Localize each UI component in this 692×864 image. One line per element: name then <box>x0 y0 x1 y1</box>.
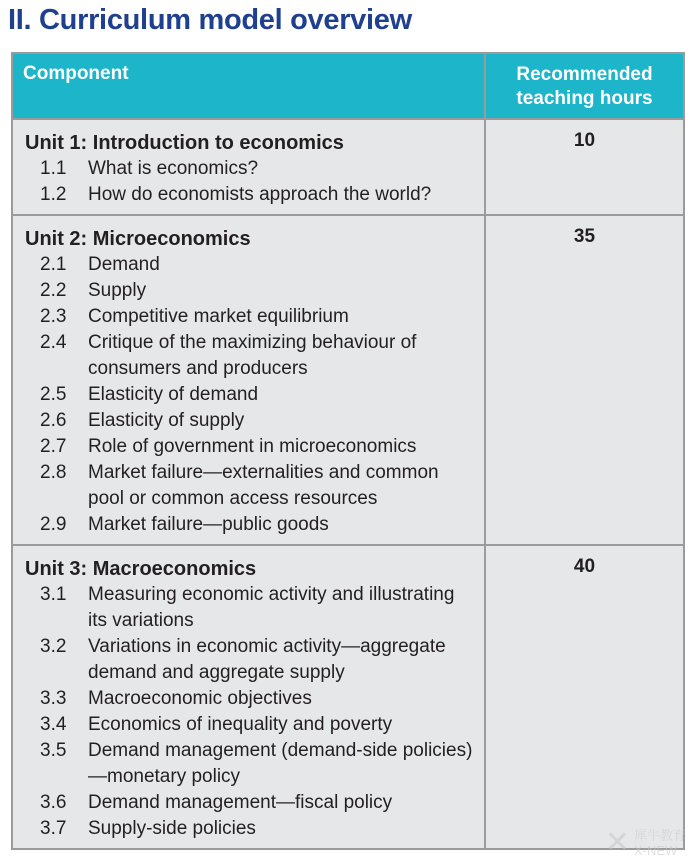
topic-text: Variations in economic activity—aggregate demand and aggregate supply <box>88 636 446 683</box>
topic-item <box>25 330 484 382</box>
table-body <box>13 120 683 848</box>
topic-text: Supply <box>88 280 147 301</box>
topic-number: 3.5 <box>40 740 67 761</box>
unit-hours: 40 <box>573 556 596 577</box>
unit-title: Unit 2: Microeconomics <box>25 228 251 250</box>
topic-item <box>25 738 484 790</box>
topic-number: 2.8 <box>40 462 67 483</box>
header-component: Component <box>13 54 486 118</box>
topic-text: Elasticity of supply <box>88 410 245 431</box>
unit-row <box>13 546 683 848</box>
watermark-line1: 犀牛教育 <box>633 827 686 843</box>
unit-component-cell <box>13 120 486 214</box>
topic-number: 3.7 <box>40 818 67 839</box>
topic-text: Measuring economic activity and illustrating its variations <box>88 584 455 631</box>
topic-number: 1.1 <box>40 158 67 179</box>
topic-text: Demand <box>88 254 160 275</box>
topic-item <box>25 434 484 460</box>
header-hours-line1: Recommended <box>516 64 653 85</box>
watermark-line2: X-NEW <box>633 842 678 858</box>
topic-item <box>25 634 484 686</box>
topic-item <box>25 382 484 408</box>
topic-item <box>25 816 484 842</box>
topic-number: 2.3 <box>40 306 67 327</box>
header-hours-line2: teaching hours <box>516 88 653 109</box>
topic-item <box>25 686 484 712</box>
topic-item <box>25 582 484 634</box>
topic-text: Critique of the maximizing behaviour of consumers and producers <box>88 332 417 379</box>
topic-text: Demand management (demand-side policies)—monetary policy <box>88 740 473 787</box>
topic-number: 3.6 <box>40 792 67 813</box>
topic-text: Market failure—public goods <box>88 514 329 535</box>
topic-item <box>25 790 484 816</box>
unit-hours: 10 <box>573 130 596 151</box>
topic-text: Macroeconomic objectives <box>88 688 312 709</box>
unit-row <box>13 216 683 546</box>
watermark <box>605 825 686 860</box>
topic-number: 2.2 <box>40 280 67 301</box>
topic-number: 1.2 <box>40 184 67 205</box>
topic-number: 2.7 <box>40 436 67 457</box>
topic-item <box>25 460 484 512</box>
topic-number: 2.5 <box>40 384 67 405</box>
unit-hours: 35 <box>573 226 596 247</box>
topic-number: 3.3 <box>40 688 67 709</box>
topic-item <box>25 512 484 538</box>
topic-item <box>25 182 484 208</box>
topic-number: 3.1 <box>40 584 67 605</box>
topic-number: 2.6 <box>40 410 67 431</box>
page-title: II. Curriculum model overview <box>8 4 412 36</box>
curriculum-table <box>11 52 685 850</box>
topic-text: Demand management—fiscal policy <box>88 792 393 813</box>
topic-text: Competitive market equilibrium <box>88 306 349 327</box>
topic-item <box>25 712 484 738</box>
topic-text: Economics of inequality and poverty <box>88 714 393 735</box>
topic-item <box>25 304 484 330</box>
topic-item <box>25 252 484 278</box>
topic-item <box>25 278 484 304</box>
topic-item <box>25 156 484 182</box>
table-header <box>13 54 683 120</box>
watermark-text <box>634 828 686 858</box>
header-hours <box>486 54 683 118</box>
topic-number: 2.4 <box>40 332 67 353</box>
topic-number: 3.4 <box>40 714 67 735</box>
watermark-logo-icon: ✕ <box>604 826 630 859</box>
topic-text: How do economists approach the world? <box>88 184 432 205</box>
topic-text: Supply-side policies <box>88 818 256 839</box>
unit-component-cell <box>13 546 486 848</box>
topic-text: Elasticity of demand <box>88 384 259 405</box>
topic-text: Role of government in microeconomics <box>88 436 417 457</box>
topic-number: 2.1 <box>40 254 67 275</box>
unit-row <box>13 120 683 216</box>
unit-title: Unit 3: Macroeconomics <box>25 558 257 580</box>
topic-text: What is economics? <box>88 158 259 179</box>
topic-number: 3.2 <box>40 636 67 657</box>
topic-text: Market failure—externalities and common pool or common access resources <box>88 462 439 509</box>
unit-component-cell <box>13 216 486 544</box>
topic-item <box>25 408 484 434</box>
unit-title: Unit 1: Introduction to economics <box>25 132 344 154</box>
topic-number: 2.9 <box>40 514 67 535</box>
